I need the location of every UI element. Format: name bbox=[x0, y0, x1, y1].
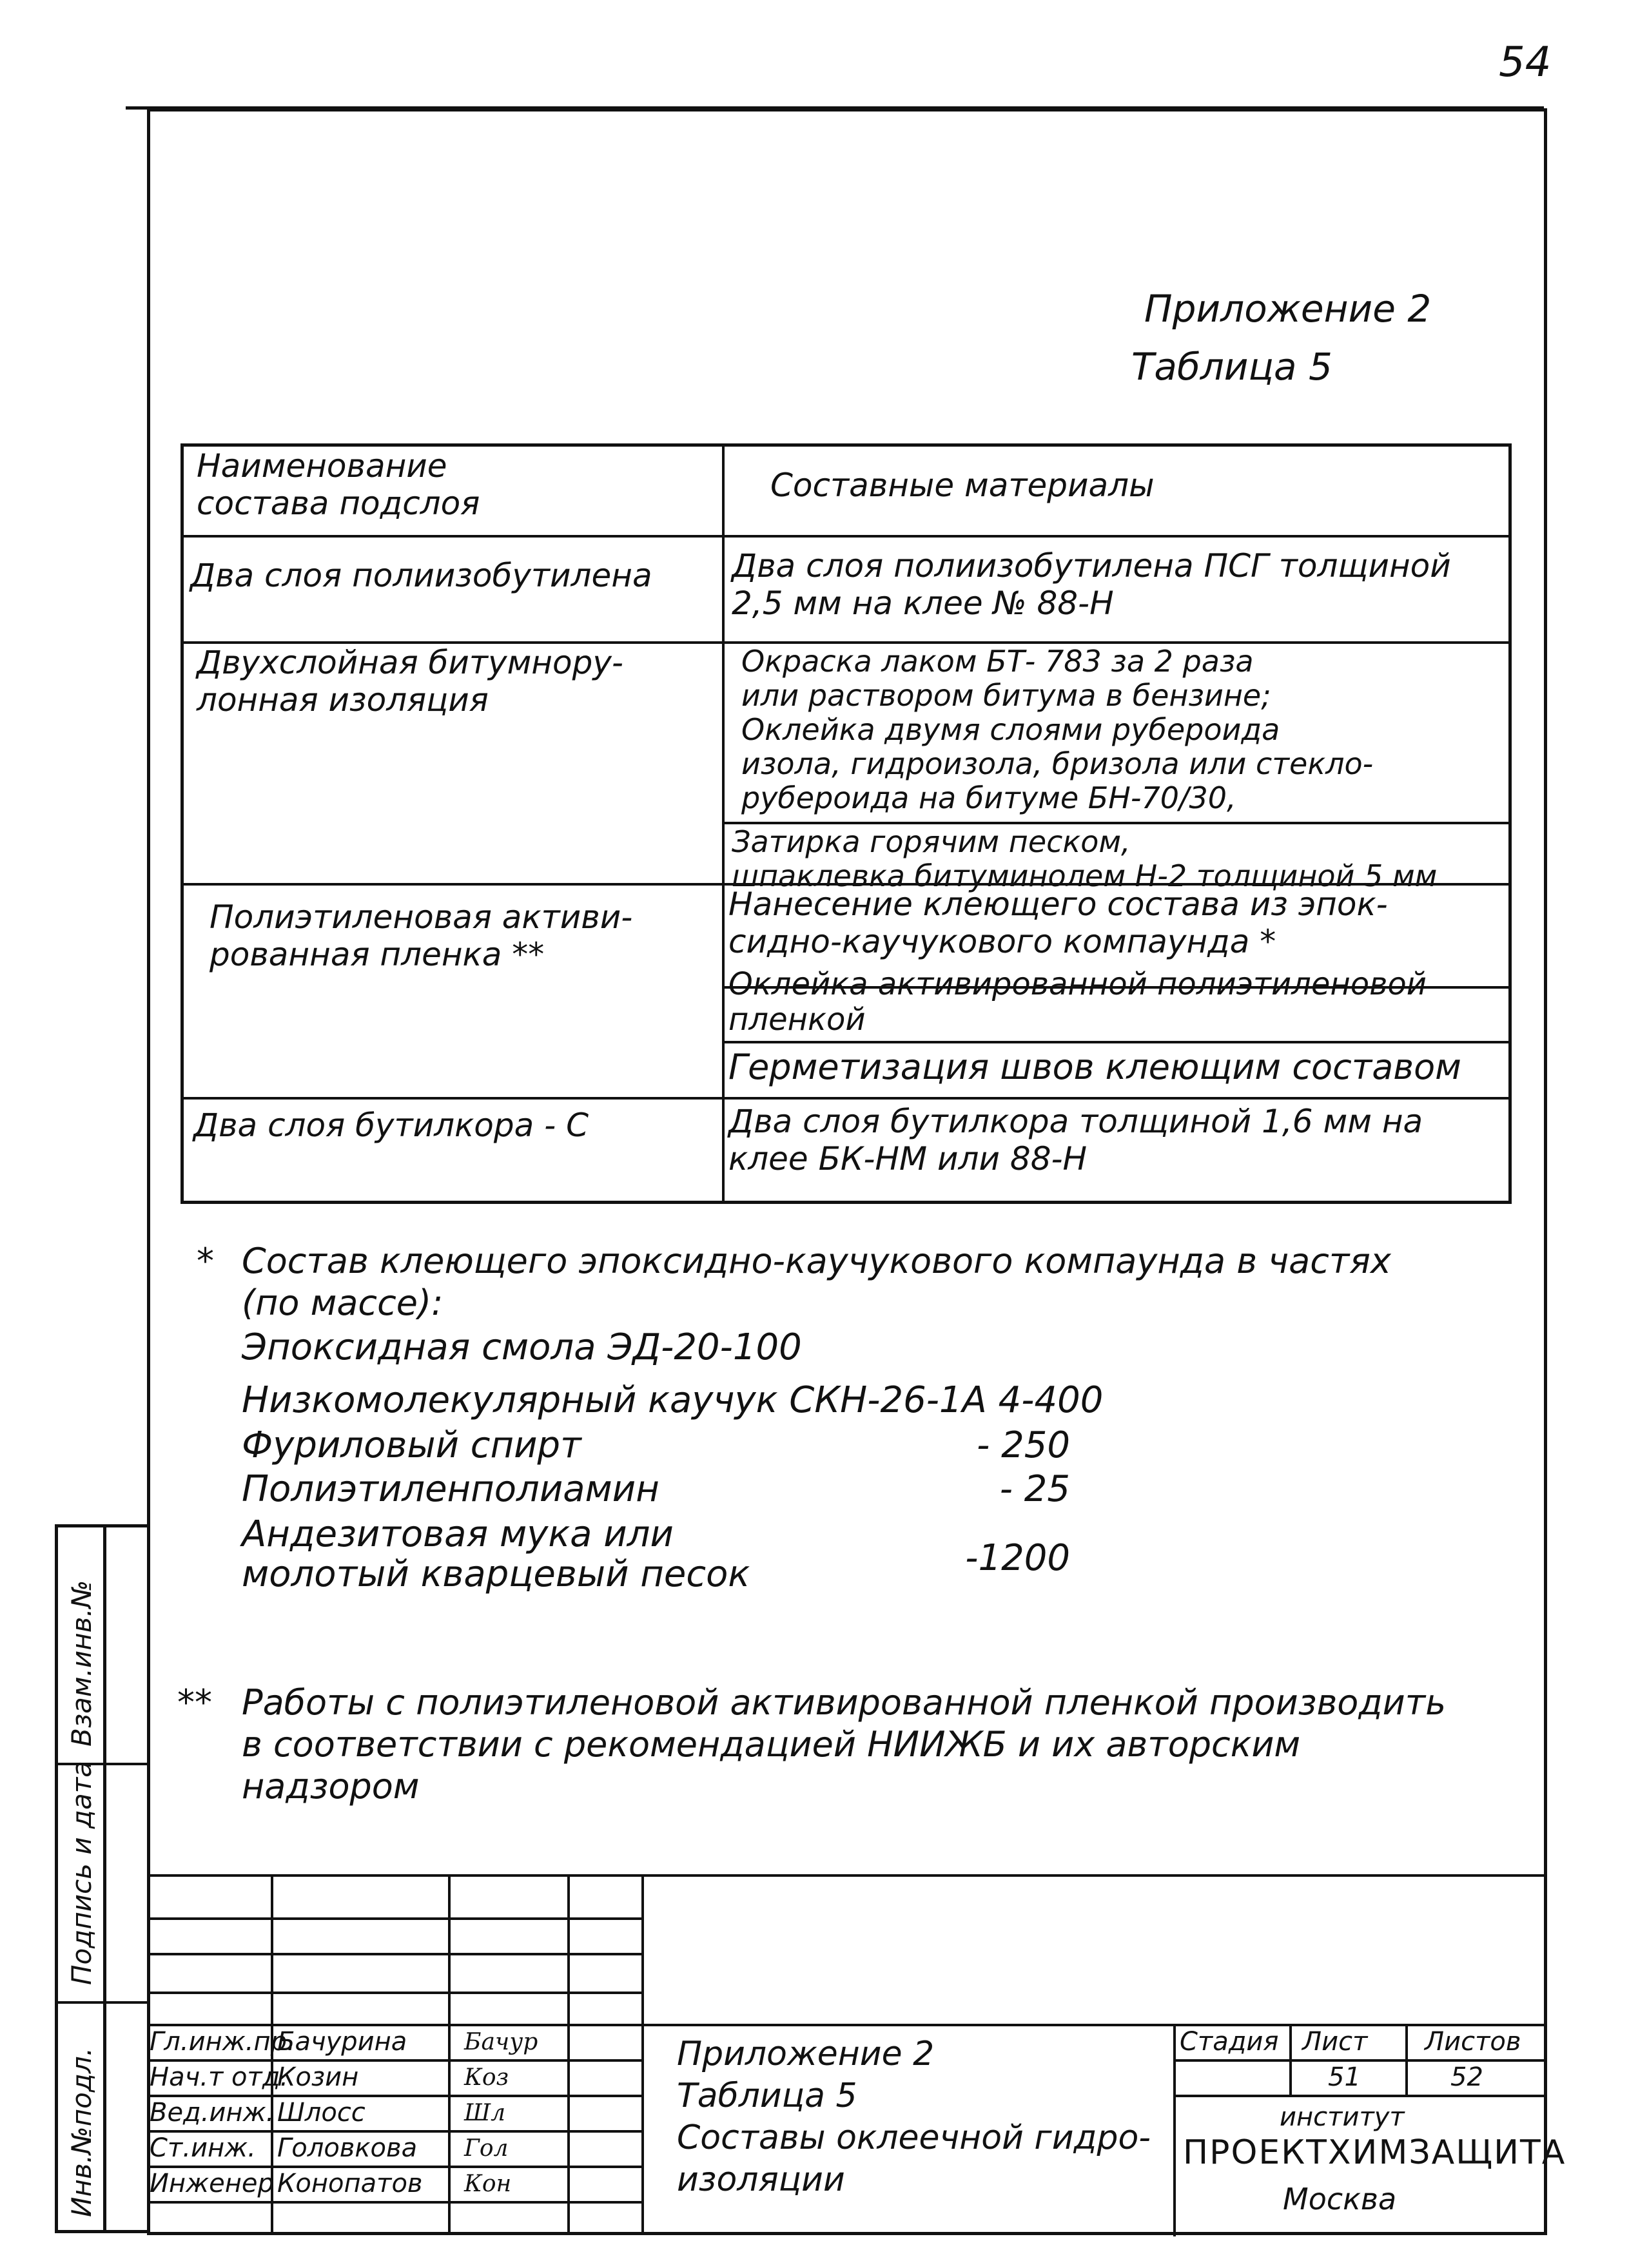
stamp-col-divider bbox=[448, 1874, 451, 2235]
stamp-role: Гл.инж.пр. bbox=[150, 2027, 295, 2057]
table-cell-materials: Оклейка активированной полиэтиленовой пленкой bbox=[728, 966, 1427, 1038]
footnote-text: Работы с полиэтиленовой активированной пленкой производить в соответствии с рекомендацией НИИЖБ и их авторским надзором bbox=[242, 1682, 1447, 1807]
institute-name: ПРОЕКТХИМЗАЩИТА bbox=[1183, 2133, 1566, 2172]
stamp-col-divider bbox=[641, 1874, 644, 2235]
binding-strip-labels bbox=[58, 1534, 103, 2230]
stamp-signature: Кон bbox=[464, 2171, 512, 2197]
stamp-role: Вед.инж. bbox=[150, 2098, 275, 2127]
table-cell-name: Два слоя полиизобутилена bbox=[190, 557, 652, 594]
info-row-line bbox=[1173, 2059, 1547, 2062]
stamp-col-divider bbox=[567, 1874, 570, 2235]
table-header-materials: Составные материалы bbox=[770, 467, 1155, 504]
stamp-row-line bbox=[147, 2059, 643, 2062]
stamp-name: Шлосс bbox=[277, 2098, 366, 2127]
stamp-signature: Гол bbox=[464, 2135, 509, 2162]
table-cell-materials: Нанесение клеющего состава из эпок- сидно-каучукового компаунда * bbox=[728, 886, 1388, 960]
stamp-role: Нач.т отд. bbox=[150, 2062, 289, 2092]
stamp-row-line bbox=[147, 2166, 643, 2168]
table-cell-materials: Окраска лаком БТ- 783 за 2 раза или раствором битума в бензине; Оклейка двумя слоями рубероида изола, гидроизола, бризола или стекло- рубероида на битуме БН-70/30, bbox=[741, 644, 1374, 815]
footnote-marker: * bbox=[197, 1241, 214, 1281]
table-label: Таблица 5 bbox=[1131, 345, 1332, 389]
stamp-row-line bbox=[147, 2095, 643, 2097]
table-cell-materials: Герметизация швов клеющим составом bbox=[728, 1047, 1461, 1087]
stamp-row-line bbox=[147, 2130, 643, 2133]
strip-label-signature-date: Подпись и дата bbox=[66, 1761, 97, 1985]
appendix-label: Приложение 2 bbox=[1144, 287, 1432, 331]
institute-city: Москва bbox=[1283, 2182, 1397, 2216]
sheet-label: Лист bbox=[1302, 2027, 1368, 2057]
stamp-signature: Бачур bbox=[464, 2029, 538, 2055]
stamp-name: Конопатов bbox=[277, 2169, 423, 2198]
stamp-name: Козин bbox=[277, 2062, 359, 2092]
table-cell-materials: Затирка горячим песком, шпаклевка битуминолем Н-2 толщиной 5 мм bbox=[732, 824, 1438, 893]
title-block-top-line bbox=[147, 1874, 1547, 1877]
stamp-row-line bbox=[147, 1917, 643, 1920]
stamp-signature: Шл bbox=[464, 2100, 506, 2126]
table-cell-name: Двухслойная битумнору- лонная изоляция bbox=[197, 644, 623, 719]
stage-label: Стадия bbox=[1180, 2027, 1279, 2057]
footnote-intro: Состав клеющего эпоксидно-каучукового компаунда в частях (по массе): bbox=[242, 1241, 1391, 1323]
sheet-number: 51 bbox=[1328, 2062, 1361, 2092]
compound-component: Эпоксидная смола ЭД-20-100 bbox=[242, 1326, 802, 1368]
stamp-role: Инженер bbox=[150, 2169, 274, 2198]
table-cell-name: Два слоя бутилкора - С bbox=[193, 1107, 589, 1144]
table-cell-name: Полиэтиленовая активи- рованная пленка ** bbox=[210, 898, 633, 973]
info-row-line bbox=[1173, 2095, 1547, 2097]
institute-label: институт bbox=[1280, 2102, 1405, 2132]
strip-label-inv-podl: Инв.№подл. bbox=[66, 2047, 97, 2217]
page-number: 54 bbox=[1499, 39, 1552, 86]
sheets-label: Листов bbox=[1425, 2027, 1521, 2057]
stamp-name: Головкова bbox=[277, 2133, 418, 2163]
strip-label-vzam-inv: Взам.инв.№ bbox=[66, 1580, 97, 1747]
table-cell-materials: Два слоя бутилкора толщиной 1,6 мм на клее БК-НМ или 88-Н bbox=[728, 1103, 1423, 1178]
compound-component: Полиэтиленполиамин bbox=[242, 1468, 659, 1510]
table-header-name: Наименование состава подслоя bbox=[197, 447, 480, 522]
sheets-total: 52 bbox=[1450, 2062, 1483, 2092]
compound-amount: - 250 bbox=[977, 1424, 1070, 1466]
stamp-role: Ст.инж. bbox=[150, 2133, 256, 2163]
stamp-name: Бачурина bbox=[277, 2027, 407, 2057]
table-header-divider bbox=[180, 535, 1512, 538]
table-cell-materials: Два слоя полиизобутилена ПСГ толщиной 2,5 мм на клее № 88-Н bbox=[732, 547, 1451, 622]
compound-component: Низкомолекулярный каучук СКН-26-1А 4-400 bbox=[242, 1379, 1104, 1421]
binding-strip-divider bbox=[103, 1524, 106, 2233]
info-col-divider bbox=[1173, 2024, 1176, 2236]
stamp-signature: Коз bbox=[464, 2064, 509, 2091]
stamp-row-line bbox=[147, 1992, 643, 1994]
table-row-divider bbox=[180, 1097, 1512, 1100]
stamp-row-line bbox=[147, 2024, 1547, 2026]
compound-component: Фуриловый спирт bbox=[242, 1424, 581, 1466]
compound-amount: -1200 bbox=[965, 1537, 1070, 1579]
footnote-marker: ** bbox=[177, 1682, 212, 1723]
compound-component: Андезитовая мука или молотый кварцевый песок bbox=[242, 1513, 750, 1595]
stamp-row-line bbox=[147, 2201, 643, 2204]
title-block-title: Приложение 2 Таблица 5 Составы оклеечной гидро- изоляции bbox=[677, 2035, 1151, 2199]
stamp-row-line bbox=[147, 1953, 643, 1955]
compound-amount: - 25 bbox=[999, 1468, 1070, 1510]
table-subrow-divider bbox=[722, 1041, 1512, 1043]
